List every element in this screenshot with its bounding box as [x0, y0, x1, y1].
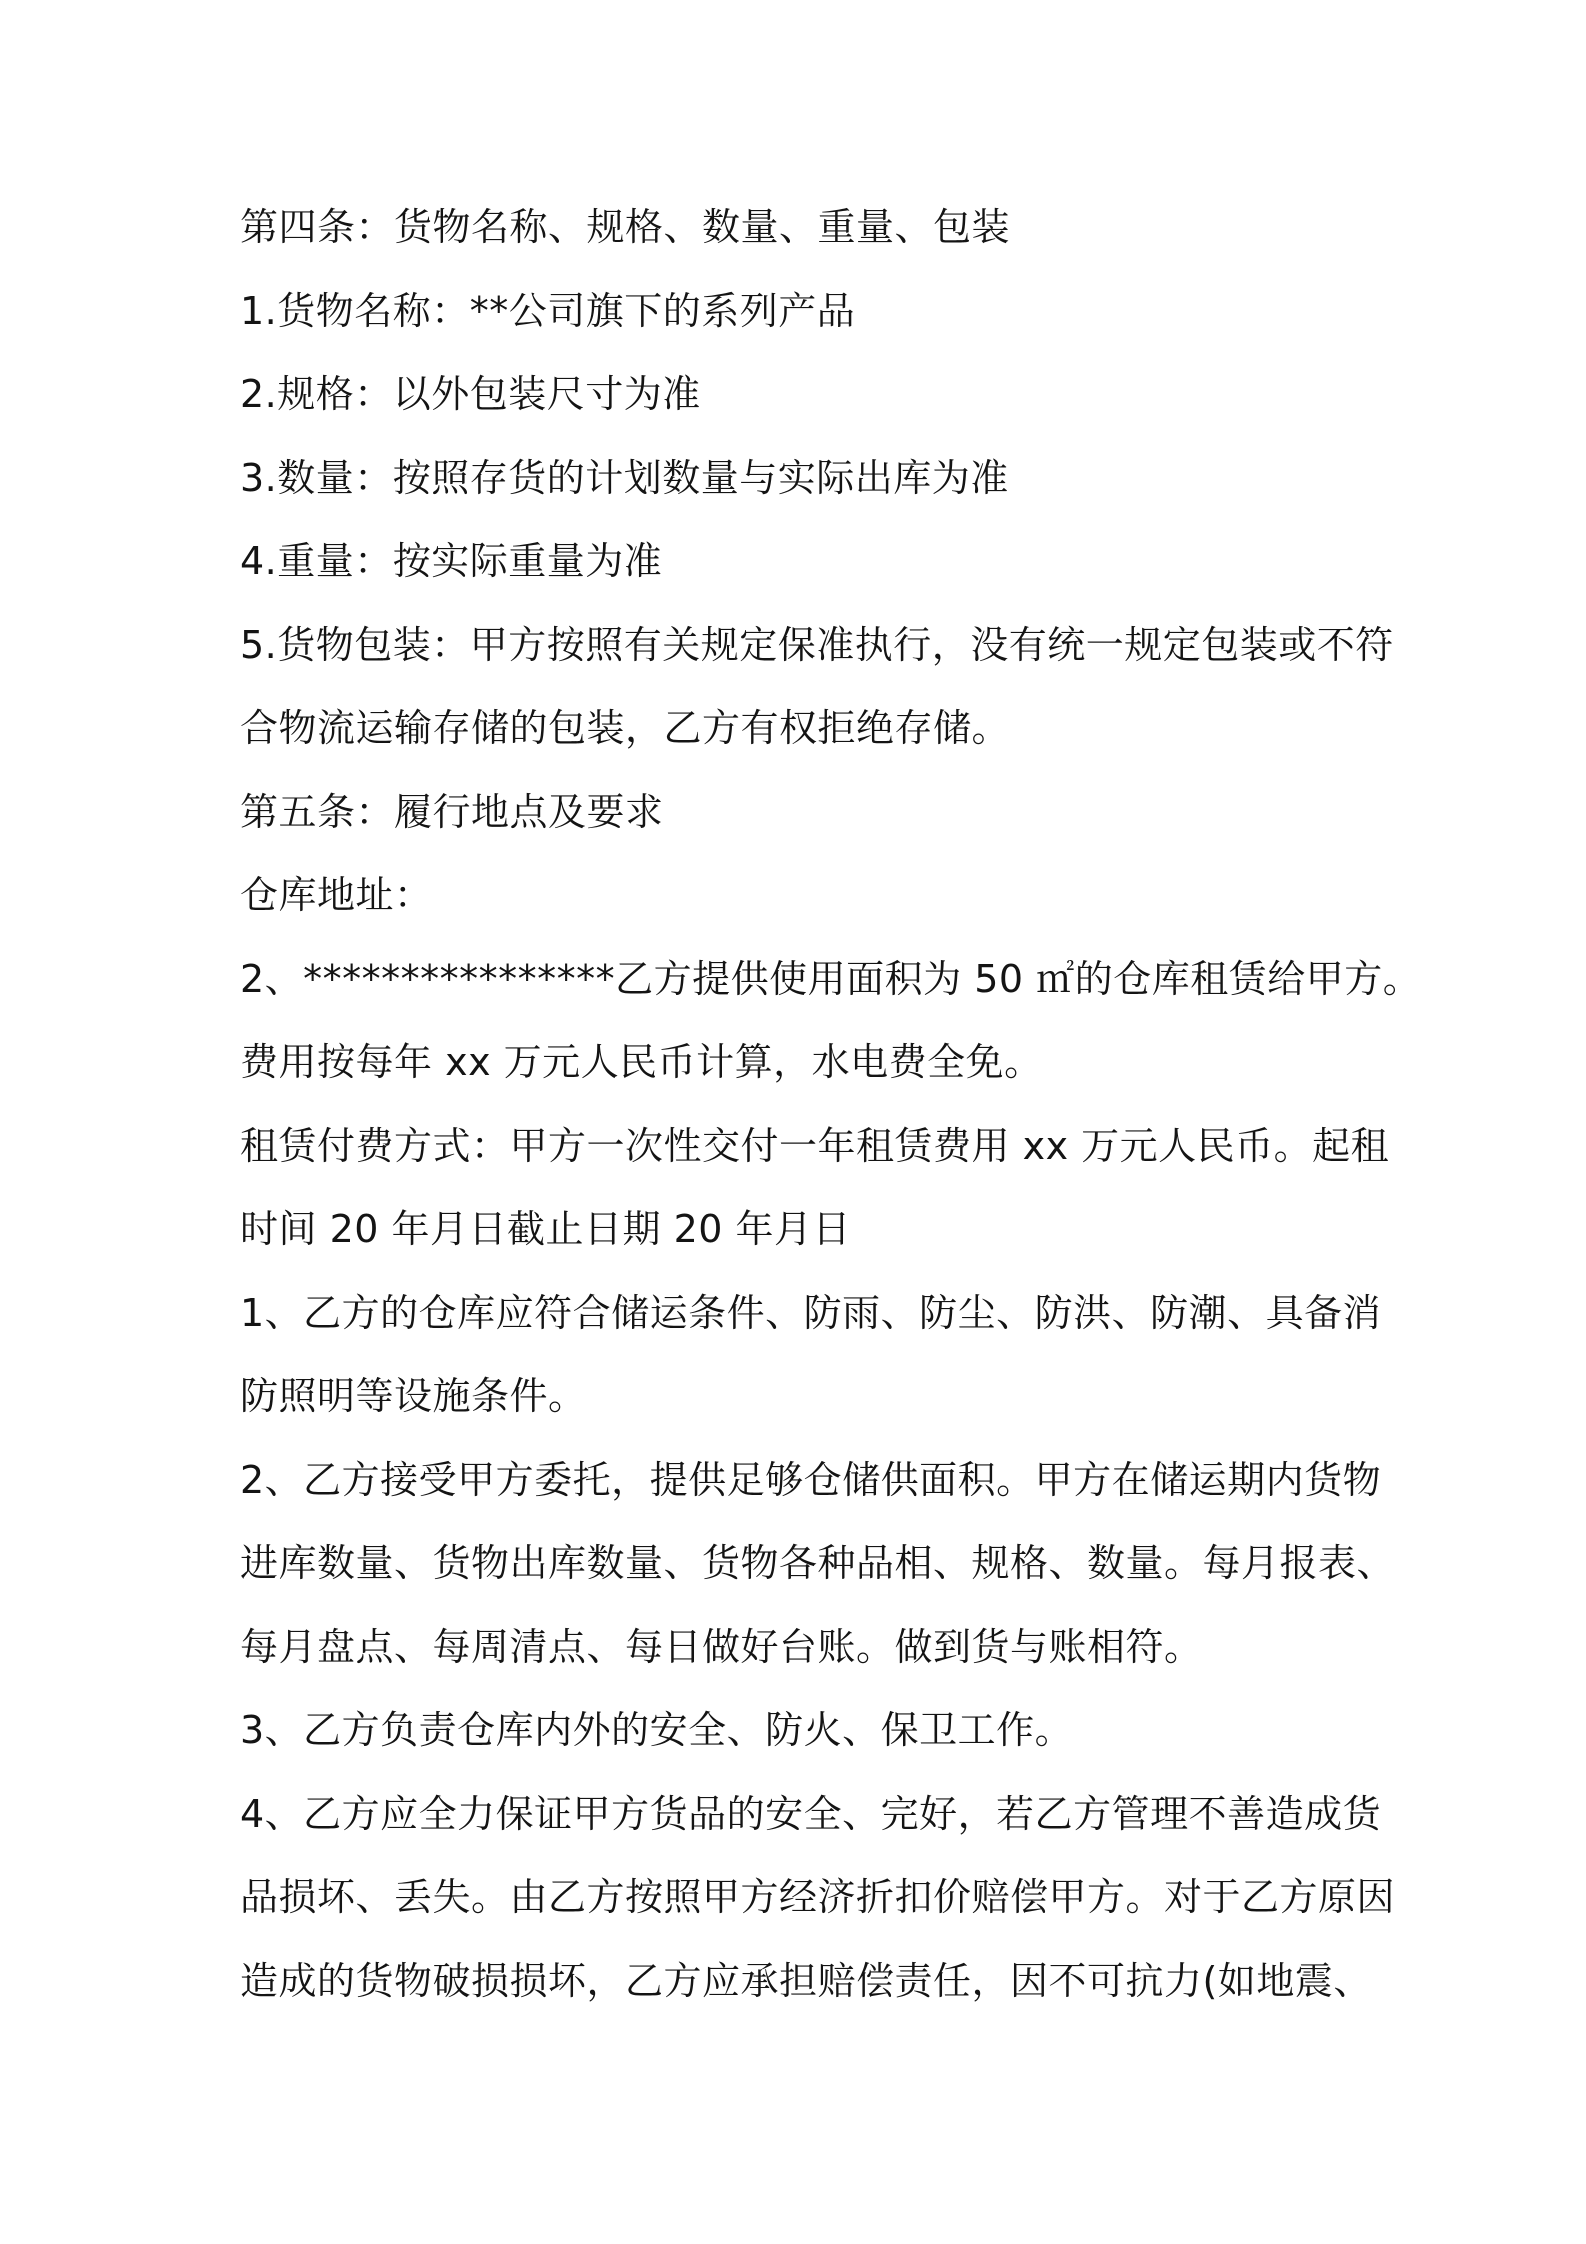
requirement-2-line-cont-2: 每月盘点、每周清点、每日做好台账。做到货与账相符。 [240, 1624, 1203, 1669]
requirement-4-line-cont: 品损坏、丢失。由乙方按照甲方经济折扣价赔偿甲方。对于乙方原因 [240, 1875, 1396, 1919]
specification-line: 2.规格：以外包装尺寸为准 [240, 372, 701, 416]
payment-method-line: 租赁付费方式：甲方一次性交付一年租赁费用 xx 万元人民币。起租 [240, 1123, 1390, 1168]
packaging-line: 5.货物包装：甲方按照有关规定保准执行，没有统一规定包装或不符 [240, 622, 1394, 667]
goods-name-line: 1.货物名称：**公司旗下的系列产品 [240, 288, 856, 333]
requirement-1-line: 1、乙方的仓库应符合储运条件、防雨、防尘、防洪、防潮、具备消 [240, 1290, 1382, 1335]
packaging-line-cont: 合物流运输存储的包装，乙方有权拒绝存储。 [240, 706, 1011, 750]
requirement-2-line-cont: 进库数量、货物出库数量、货物各种品相、规格、数量。每月报表、 [240, 1541, 1396, 1585]
requirement-3-line: 3、乙方负责仓库内外的安全、防火、保卫工作。 [240, 1708, 1074, 1752]
lease-area-line: 2、****************乙方提供使用面积为 50 ㎡的仓库租赁给甲方。 [240, 956, 1422, 1001]
requirement-4-line-cont-2: 造成的货物破损损坏，乙方应承担赔偿责任，因不可抗力(如地震、 [240, 1958, 1372, 2003]
document-body [240, 186, 1422, 2023]
requirement-1-line-cont: 防照明等设施条件。 [240, 1374, 587, 1418]
quantity-line: 3.数量：按照存货的计划数量与实际出库为准 [240, 455, 1009, 500]
lease-period-line: 时间 20 年月日截止日期 20 年月日 [240, 1207, 852, 1251]
weight-line: 4.重量：按实际重量为准 [240, 539, 663, 583]
article-5-heading: 第五条：履行地点及要求 [240, 789, 664, 834]
requirement-4-line: 4、乙方应全力保证甲方货品的安全、完好，若乙方管理不善造成货 [240, 1791, 1382, 1836]
article-4-heading: 第四条：货物名称、规格、数量、重量、包装 [240, 205, 1011, 249]
fee-line: 费用按每年 xx 万元人民币计算，水电费全免。 [240, 1040, 1043, 1084]
requirement-2-line: 2、乙方接受甲方委托，提供足够仓储供面积。甲方在储运期内货物 [240, 1457, 1382, 1502]
warehouse-address-line: 仓库地址： [240, 873, 433, 917]
